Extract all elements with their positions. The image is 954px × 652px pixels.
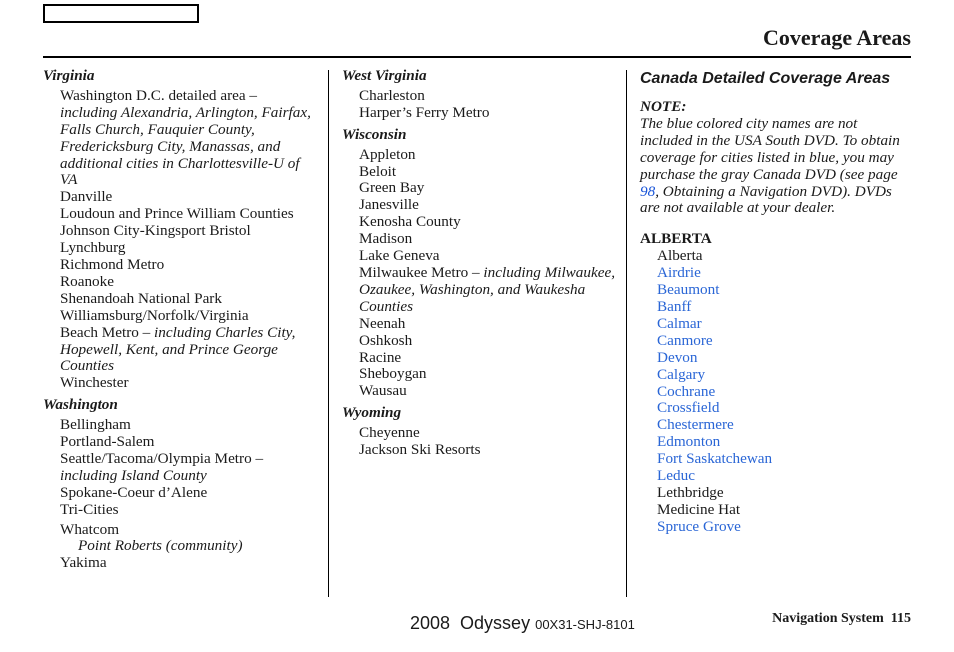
city-item: Medicine Hat <box>657 500 741 518</box>
list-item: Seattle/Tacoma/Olympia Metro – including Island County <box>60 449 264 484</box>
list-item: Lynchburg <box>60 239 126 257</box>
city-item: Canmore <box>657 331 713 349</box>
city-item: Alberta <box>657 247 703 265</box>
list-item: Harper’s Ferry Metro <box>359 103 490 121</box>
list-item: Janesville <box>359 196 419 214</box>
city-item: Spruce Grove <box>657 517 741 535</box>
list-item: Beach Metro – including Charles City, Hopewell, Kent, and Prince George Counties <box>60 323 296 375</box>
list-item: Shenandoah National Park <box>60 289 222 307</box>
list-item: Whatcom <box>60 520 120 538</box>
list-item: Neenah <box>359 314 406 332</box>
list-item: Racine <box>359 348 402 366</box>
column-divider-2 <box>626 70 627 597</box>
list-item: Beloit <box>359 162 397 180</box>
state-heading-virginia: Virginia <box>43 67 95 84</box>
note-title: NOTE: <box>640 98 687 115</box>
list-item: Appleton <box>359 145 416 163</box>
list-item: Charleston <box>359 86 425 104</box>
city-item: Beaumont <box>657 281 720 299</box>
list-item: Williamsburg/Norfolk/Virginia <box>60 306 249 324</box>
list-item: Johnson City-Kingsport Bristol <box>60 222 251 240</box>
list-item: Wausau <box>359 382 407 400</box>
footer-model: 2008 Odyssey 00X31-SHJ-8101 <box>410 613 635 633</box>
note-text: The blue colored city names are not included in the USA South DVD. To obtain coverage for cities listed in blue, you may purchase the gray Canada DVD (see page 98, Obtaining a Navigation DVD). DVDs are not available at your dealer. <box>640 114 900 217</box>
header-tab-box <box>43 4 199 23</box>
city-item: Cochrane <box>657 382 716 400</box>
list-item: Sheboygan <box>359 365 427 383</box>
list-item: Spokane-Coeur d’Alene <box>60 483 208 501</box>
list-item: Lake Geneva <box>359 247 440 265</box>
state-heading-washington: Washington <box>43 396 118 414</box>
list-item: Oshkosh <box>359 331 413 349</box>
header-rule <box>43 56 911 58</box>
column-divider-1 <box>328 70 329 597</box>
list-item: Tri-Cities <box>60 500 119 518</box>
city-item: Leduc <box>657 467 695 485</box>
list-item: Kenosha County <box>359 213 461 231</box>
list-item: Danville <box>60 188 113 206</box>
list-item: Portland-Salem <box>60 433 155 451</box>
city-item: Lethbridge <box>657 483 724 501</box>
list-item: Green Bay <box>359 179 425 197</box>
city-item: Devon <box>657 348 698 366</box>
list-item: Milwaukee Metro – including Milwaukee, Ozaukee, Washington, and Waukesha Counties <box>359 263 616 315</box>
state-heading-wyoming: Wyoming <box>342 404 402 422</box>
city-item: Calmar <box>657 314 702 332</box>
page-link[interactable]: 98 <box>640 182 656 200</box>
column-3 <box>640 68 912 536</box>
list-item: Bellingham <box>60 416 131 434</box>
province-heading: ALBERTA <box>640 230 712 248</box>
state-heading-wisconsin: Wisconsin <box>342 125 407 143</box>
city-item: Crossfield <box>657 399 720 417</box>
footer-page: Navigation System 115 <box>772 611 911 626</box>
city-item: Banff <box>657 297 692 315</box>
section-heading-canada: Canada Detailed Coverage Areas <box>640 70 891 87</box>
state-heading-west-virginia: West Virginia <box>342 67 427 84</box>
list-item: Richmond Metro <box>60 255 165 273</box>
list-item: Roanoke <box>60 272 114 290</box>
list-item: Madison <box>359 230 413 248</box>
list-item: Washington D.C. detailed area – including Alexandria, Arlington, Fairfax, Falls Church, Fauquier County, Fredericksburg City, Manassas, and additional cities in Charlottesville-U of VA <box>60 86 311 189</box>
city-list <box>640 248 912 535</box>
column-2 <box>342 68 617 459</box>
list-item: Cheyenne <box>359 424 420 442</box>
city-item: Calgary <box>657 365 706 383</box>
city-item: Airdrie <box>657 264 701 282</box>
list-item: Winchester <box>60 374 129 392</box>
list-item: Loudoun and Prince William Counties <box>60 205 294 223</box>
page-title: Coverage Areas <box>762 25 911 50</box>
list-item: Yakima <box>60 554 107 572</box>
city-item: Edmonton <box>657 433 721 451</box>
column-1 <box>43 68 318 572</box>
list-item: Jackson Ski Resorts <box>359 441 481 459</box>
city-item: Chestermere <box>657 416 734 434</box>
city-item: Fort Saskatchewan <box>657 450 773 468</box>
list-subitem: Point Roberts (community) <box>78 537 243 555</box>
